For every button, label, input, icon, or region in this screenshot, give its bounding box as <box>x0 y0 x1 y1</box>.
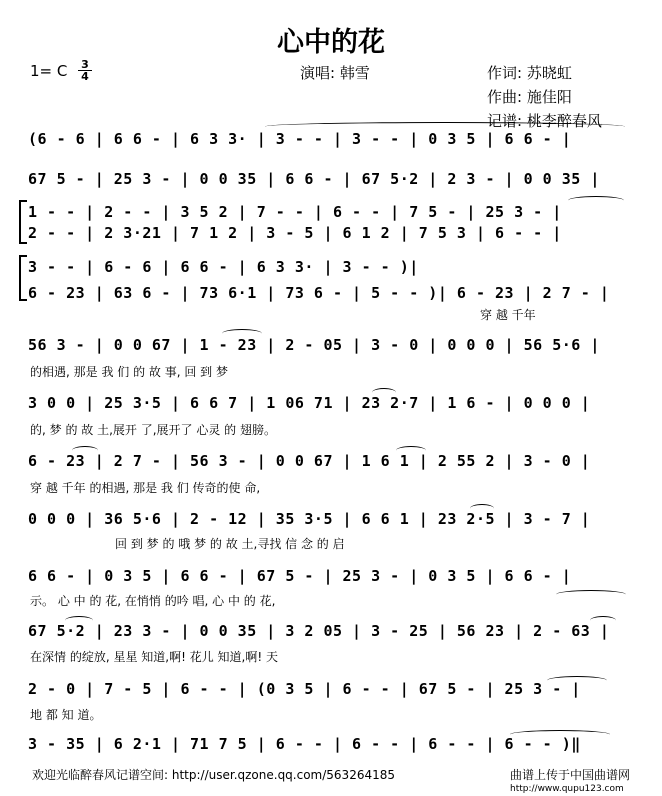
notation-line: 1 - - | 2 - - | 3 5 2 | 7 - - | 6 - - | 7 5 - | 25 3 - | <box>28 203 562 221</box>
notation-line: 2 - - | 2 3·21 | 7 1 2 | 3 - 5 | 6 1 2 | 7 5 3 | 6 - - | <box>28 224 562 242</box>
watermark-stamp <box>510 768 630 796</box>
slur-arc <box>568 196 624 205</box>
notation-line: 3 0 0 | 25 3·5 | 6 6 7 | 1 06 71 | 23 2·7 | 1 6 - | 0 0 0 | <box>28 394 591 412</box>
composer-credit: 作曲: 施佳阳 <box>487 88 572 106</box>
slur-arc <box>510 730 610 739</box>
time-signature-top: 3 <box>81 58 89 71</box>
song-title: 心中的花 <box>277 27 385 58</box>
slur-arc <box>372 388 396 397</box>
notation-line: 3 - 35 | 6 2·1 | 71 7 5 | 6 - - | 6 - - | 6 - - | 6 - - )‖ <box>28 735 581 753</box>
slur-arc <box>470 504 494 513</box>
key-signature: 1= C <box>30 62 68 80</box>
notation-line: 56 3 - | 0 0 67 | 1 - 23 | 2 - 05 | 3 - 0 | 0 0 0 | 56 5·6 | <box>28 336 600 354</box>
notation-line: 3 - - | 6 - 6 | 6 6 - | 6 3 3· | 3 - - )| <box>28 258 419 276</box>
watermark-text: 曲谱上传于中国曲谱网 <box>510 768 631 782</box>
lyric-line: 示。 心 中 的 花, 在悄悄 的吟 唱, 心 中 的 花, <box>30 594 276 608</box>
lyric-line: 穿 越 千年 <box>480 308 536 322</box>
slur-arc <box>590 616 616 625</box>
lyric-line: 地 都 知 道。 <box>30 708 102 722</box>
slur-arc <box>556 590 626 599</box>
lyric-line: 穿 越 千年 的相遇, 那是 我 们 传奇的使 命, <box>30 481 261 495</box>
notation-line: (6 - 6 | 6 6 - | 6 3 3· | 3 - - | 3 - - | 0 3 5 | 6 6 - | <box>28 130 572 148</box>
notation-line: 67 5·2 | 23 3 - | 0 0 35 | 3 2 05 | 3 - 25 | 56 23 | 2 - 63 | <box>28 622 610 640</box>
time-signature-bottom: 4 <box>78 70 92 82</box>
notation-line: 2 - 0 | 7 - 5 | 6 - - | (0 3 5 | 6 - - | 67 5 - | 25 3 - | <box>28 680 581 698</box>
singer-credit: 演唱: 韩雪 <box>300 64 370 82</box>
slur-arc <box>65 616 93 625</box>
lyric-line: 回 到 梦 的 哦 梦 的 故 土,寻找 信 念 的 启 <box>115 537 345 551</box>
lyric-line: 的, 梦 的 故 土,展开 了,展开了 心灵 的 翅膀。 <box>30 423 276 437</box>
lyricist-credit: 作词: 苏晓虹 <box>487 64 572 82</box>
slur-arc <box>222 329 262 338</box>
slur-arc <box>547 676 607 685</box>
system-brace <box>19 200 27 244</box>
slur-arc <box>72 446 98 455</box>
notation-line: 6 - 23 | 2 7 - | 56 3 - | 0 0 67 | 1 6 1 | 2 55 2 | 3 - 0 | <box>28 452 591 470</box>
footer-credit: 欢迎光临醉春风记谱空间: http://user.qzone.qq.com/563264185 <box>32 768 396 782</box>
lyric-line: 的相遇, 那是 我 们 的 故 事, 回 到 梦 <box>30 365 228 379</box>
slur-arc <box>396 446 426 455</box>
slur-arc <box>265 122 625 131</box>
lyric-line: 在深情 的绽放, 星星 知道,啊! 花儿 知道,啊! 天 <box>30 650 278 664</box>
notation-line: 67 5 - | 25 3 - | 0 0 35 | 6 6 - | 67 5·2 | 2 3 - | 0 0 35 | <box>28 170 600 188</box>
watermark-url: http://www.qupu123.com <box>510 784 624 794</box>
notation-line: 6 6 - | 0 3 5 | 6 6 - | 67 5 - | 25 3 - | 0 3 5 | 6 6 - | <box>28 567 572 585</box>
recorder-credit: 记谱: 桃李醉春风 <box>487 112 602 130</box>
time-signature <box>78 59 92 82</box>
system-brace <box>19 255 27 301</box>
notation-line: 0 0 0 | 36 5·6 | 2 - 12 | 35 3·5 | 6 6 1 | 23 2·5 | 3 - 7 | <box>28 510 591 528</box>
notation-line: 6 - 23 | 63 6 - | 73 6·1 | 73 6 - | 5 - - )| 6 - 23 | 2 7 - | <box>28 284 610 302</box>
